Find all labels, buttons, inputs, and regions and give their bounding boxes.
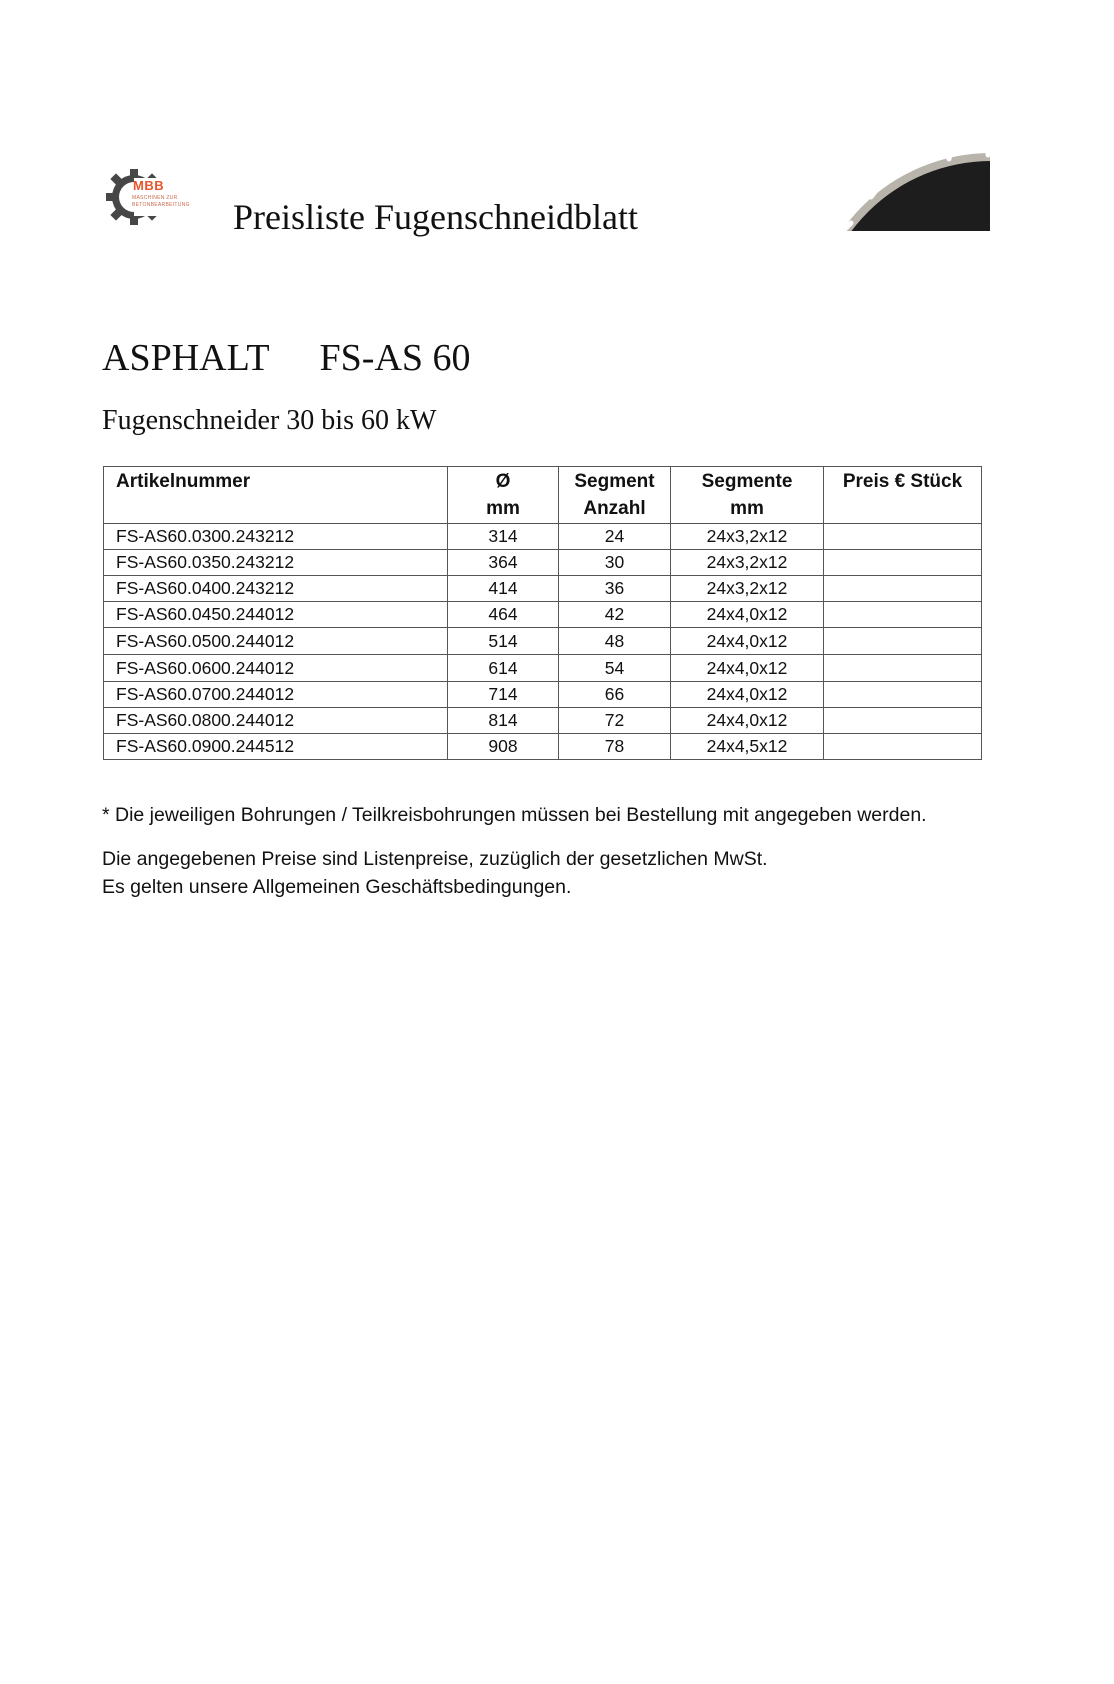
table-row	[104, 524, 982, 550]
bore-note: * Die jeweiligen Bohrungen / Teilkreisbohrungen müssen bei Bestellung mit angegeben werden.	[102, 804, 927, 826]
cell-segment-size: 24x4,0x12	[671, 708, 824, 734]
cell-article: FS-AS60.0700.244012	[104, 682, 448, 708]
cell-segment-count: 24	[559, 524, 671, 550]
product-category: ASPHALT	[102, 337, 270, 379]
cell-price	[824, 602, 982, 628]
product-model: FS-AS 60	[319, 337, 471, 379]
header-price: Preis € Stück	[824, 467, 982, 524]
cell-price	[824, 524, 982, 550]
cell-article: FS-AS60.0900.244512	[104, 734, 448, 760]
cell-price	[824, 550, 982, 576]
table-row	[104, 602, 982, 628]
cell-diameter: 514	[448, 628, 559, 655]
cell-segment-size: 24x3,2x12	[671, 576, 824, 602]
table-row	[104, 628, 982, 655]
table-row	[104, 682, 982, 708]
table-header-row	[104, 467, 982, 524]
cell-diameter: 364	[448, 550, 559, 576]
cell-diameter: 414	[448, 576, 559, 602]
cell-segment-size: 24x3,2x12	[671, 550, 824, 576]
cell-article: FS-AS60.0300.243212	[104, 524, 448, 550]
cell-article: FS-AS60.0800.244012	[104, 708, 448, 734]
cell-article: FS-AS60.0400.243212	[104, 576, 448, 602]
cell-segment-count: 54	[559, 655, 671, 682]
cell-diameter: 908	[448, 734, 559, 760]
cell-segment-count: 78	[559, 734, 671, 760]
saw-blade-image	[816, 145, 990, 231]
cell-price	[824, 628, 982, 655]
table-row	[104, 576, 982, 602]
cell-segment-count: 36	[559, 576, 671, 602]
cell-price	[824, 734, 982, 760]
cell-diameter: 464	[448, 602, 559, 628]
cell-segment-count: 72	[559, 708, 671, 734]
company-logo	[104, 164, 200, 230]
table-row	[104, 550, 982, 576]
terms-note: Es gelten unsere Allgemeinen Geschäftsbedingungen.	[102, 876, 572, 898]
header-article-number: Artikelnummer	[104, 467, 448, 524]
cell-article: FS-AS60.0450.244012	[104, 602, 448, 628]
cell-segment-count: 48	[559, 628, 671, 655]
cell-diameter: 314	[448, 524, 559, 550]
page-title: Preisliste Fugenschneidblatt	[233, 197, 638, 237]
product-subtitle: Fugenschneider 30 bis 60 kW	[102, 405, 437, 436]
cell-diameter: 814	[448, 708, 559, 734]
logo-brand: MBB	[133, 178, 165, 193]
cell-segment-size: 24x4,0x12	[671, 682, 824, 708]
cell-price	[824, 576, 982, 602]
table-row	[104, 655, 982, 682]
cell-segment-count: 66	[559, 682, 671, 708]
cell-segment-count: 30	[559, 550, 671, 576]
logo-tagline-line2: BETONBEARBEITUNG	[132, 202, 190, 208]
cell-article: FS-AS60.0350.243212	[104, 550, 448, 576]
table-row	[104, 708, 982, 734]
logo-tagline-line1: MASCHINEN ZUR	[132, 195, 178, 201]
cell-segment-size: 24x4,0x12	[671, 655, 824, 682]
table-row	[104, 734, 982, 760]
cell-segment-size: 24x4,0x12	[671, 628, 824, 655]
price-note: Die angegebenen Preise sind Listenpreise, zuzüglich der gesetzlichen MwSt.	[102, 848, 768, 870]
cell-price	[824, 708, 982, 734]
cell-segment-size: 24x4,0x12	[671, 602, 824, 628]
cell-segment-size: 24x4,5x12	[671, 734, 824, 760]
header-diameter: Ø mm	[448, 467, 559, 524]
cell-diameter: 714	[448, 682, 559, 708]
cell-price	[824, 682, 982, 708]
product-heading	[102, 336, 471, 380]
cell-diameter: 614	[448, 655, 559, 682]
cell-segment-count: 42	[559, 602, 671, 628]
cell-price	[824, 655, 982, 682]
cell-article: FS-AS60.0500.244012	[104, 628, 448, 655]
cell-article: FS-AS60.0600.244012	[104, 655, 448, 682]
cell-segment-size: 24x3,2x12	[671, 524, 824, 550]
price-table	[103, 466, 982, 760]
header-segment-size: Segmente mm	[671, 467, 824, 524]
header-segment-count: Segment Anzahl	[559, 467, 671, 524]
